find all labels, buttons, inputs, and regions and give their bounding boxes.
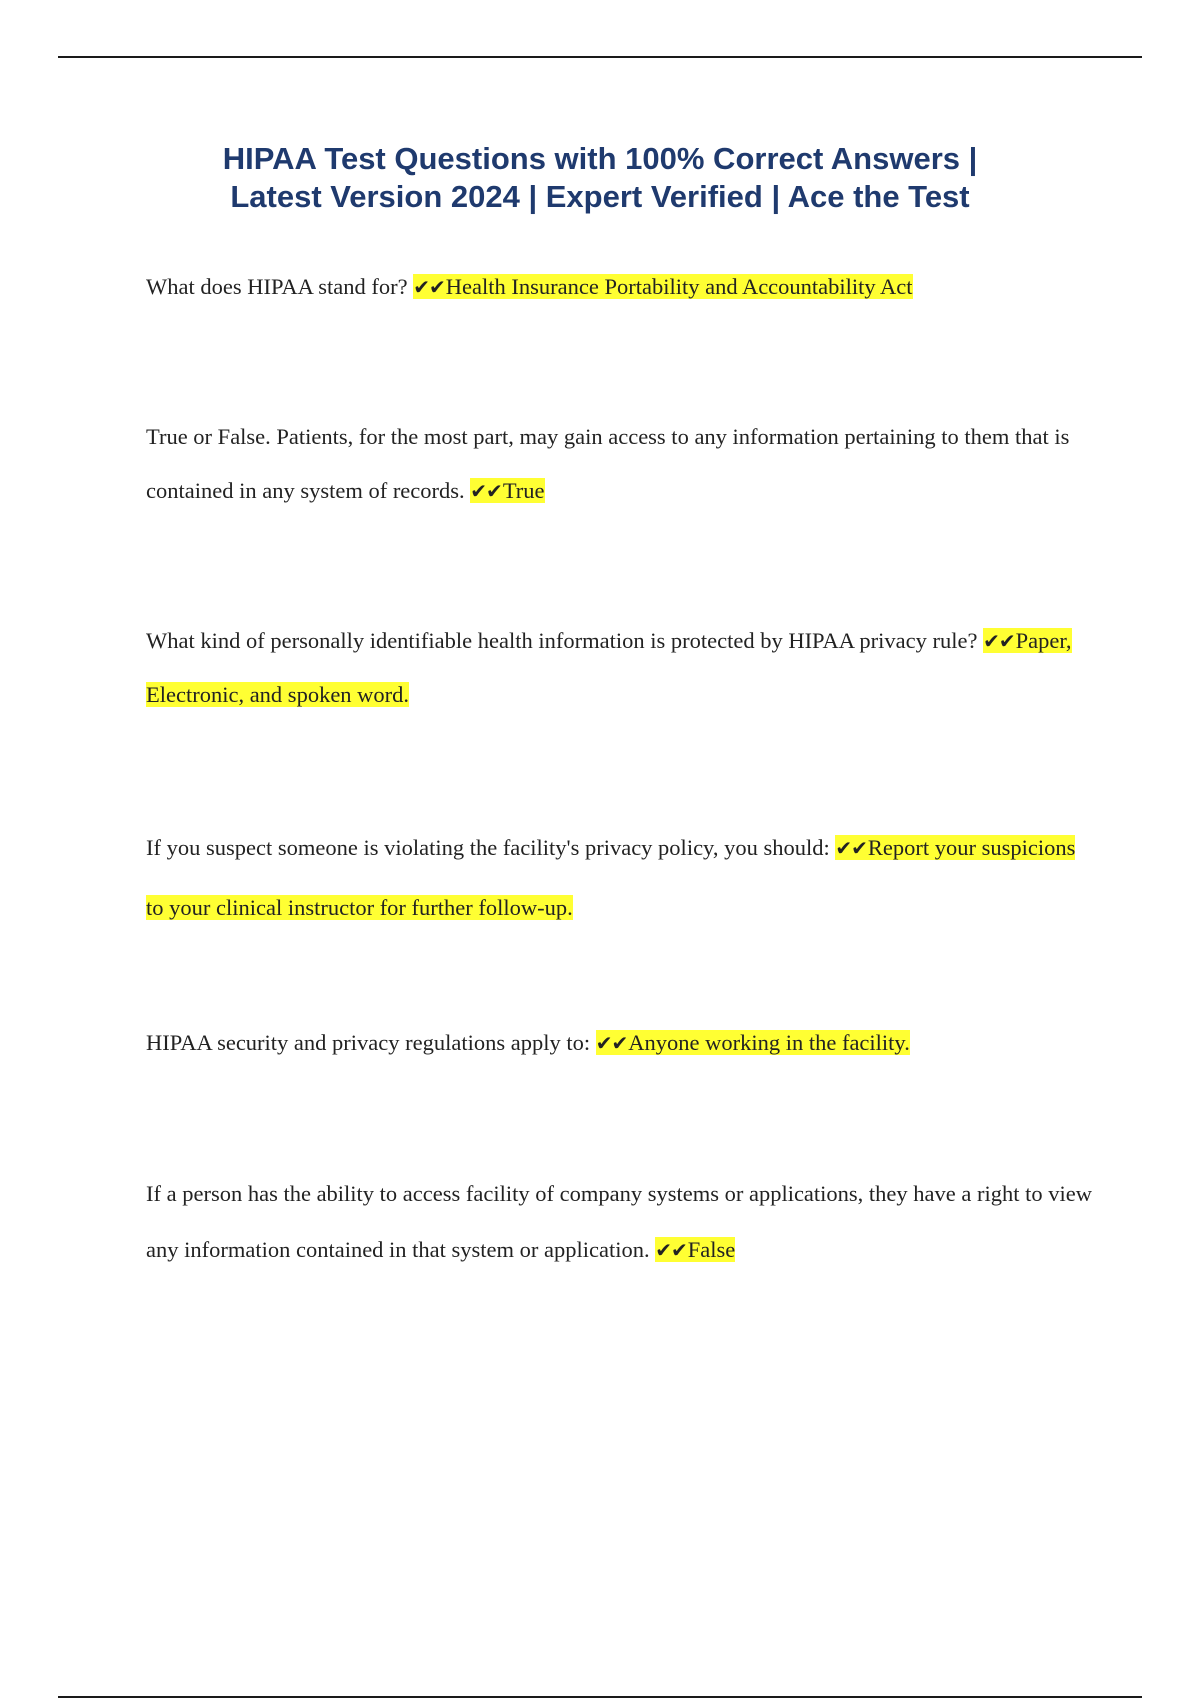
qa-item-3 <box>146 614 1096 722</box>
question-6: If a person has the ability to access facility of company systems or applications, they have a right to view any information contained in that system or application. <box>146 1181 1092 1262</box>
qa-item-6 <box>146 1166 1096 1278</box>
check-mark-icon: ✔✔ <box>470 479 502 503</box>
answer-6 <box>655 1237 735 1262</box>
qa-item-5 <box>146 1016 1096 1070</box>
answer-3-text: Paper, Electronic, and spoken word. <box>146 628 1072 707</box>
question-1: What does HIPAA stand for? <box>146 274 408 299</box>
answer-2-text: True <box>502 478 545 503</box>
answer-5-text: Anyone working in the facility. <box>628 1030 910 1055</box>
answer-4-text: Report your suspicions to your clinical instructor for further follow-up. <box>146 835 1076 920</box>
check-mark-icon: ✔✔ <box>655 1238 687 1262</box>
document-title <box>100 140 1100 216</box>
question-2: True or False. Patients, for the most part, may gain access to any information pertaining to them that is contained in any system of records. <box>146 424 1070 503</box>
qa-item-2 <box>146 410 1096 518</box>
check-mark-icon: ✔✔ <box>835 836 867 860</box>
top-rule <box>58 56 1142 58</box>
answer-1 <box>413 274 912 299</box>
bottom-rule <box>58 1696 1142 1698</box>
answer-1-text: Health Insurance Portability and Accountability Act <box>445 274 913 299</box>
title-line-2: Latest Version 2024 | Expert Verified | Ace the Test <box>230 179 970 214</box>
qa-item-1 <box>146 260 1096 314</box>
answer-6-text: False <box>687 1237 736 1262</box>
check-mark-icon: ✔✔ <box>595 1031 628 1055</box>
answer-2 <box>470 478 544 503</box>
check-mark-icon: ✔✔ <box>983 629 1015 653</box>
answer-5 <box>596 1030 910 1055</box>
qa-item-4 <box>146 818 1096 938</box>
question-3: What kind of personally identifiable health information is protected by HIPAA privacy rule? <box>146 628 978 653</box>
title-line-1: HIPAA Test Questions with 100% Correct Answers | <box>222 141 978 176</box>
question-5: HIPAA security and privacy regulations apply to: <box>146 1030 591 1055</box>
question-4: If you suspect someone is violating the facility's privacy policy, you should: <box>146 835 830 860</box>
check-mark-icon: ✔✔ <box>413 275 445 299</box>
